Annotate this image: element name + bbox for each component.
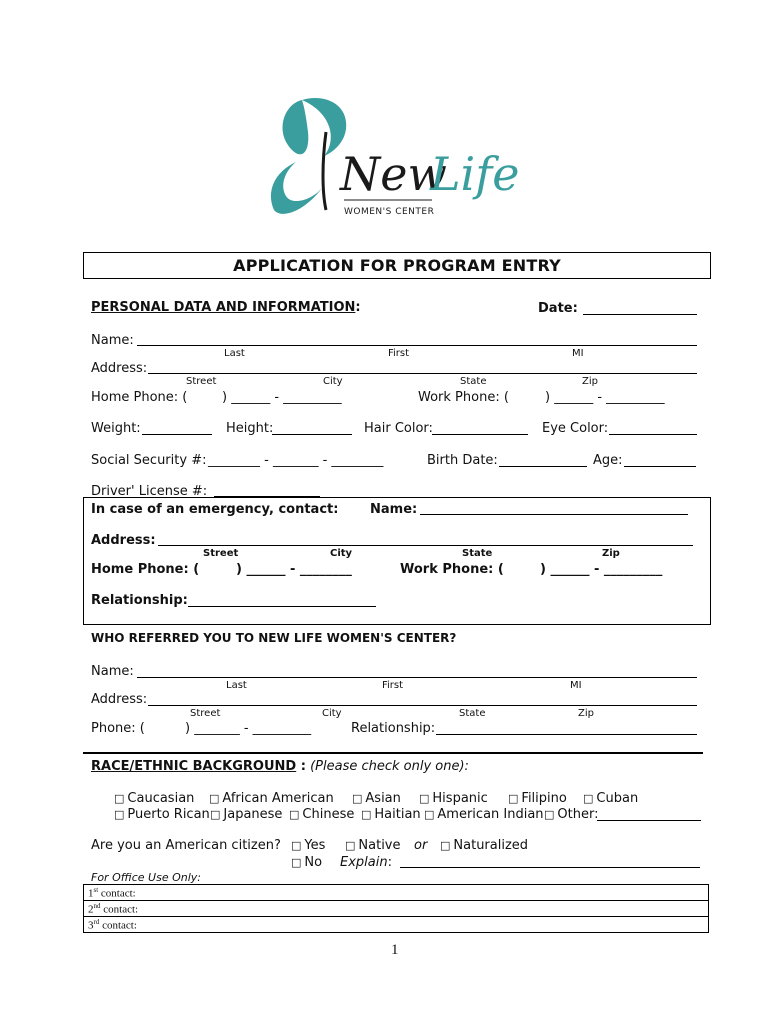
race-option-african-american[interactable]: □ African American bbox=[209, 791, 334, 806]
home-phone-field[interactable]: ) ______ - _________ bbox=[222, 390, 342, 405]
referral-address-label: Address: bbox=[91, 692, 148, 707]
citizen-question: Are you an American citizen? bbox=[91, 838, 281, 853]
citizen-native-option[interactable]: □ Native bbox=[345, 838, 401, 853]
emergency-name-label: Name: bbox=[370, 502, 418, 517]
checkbox-icon: □ bbox=[114, 808, 125, 821]
checkbox-icon: □ bbox=[345, 839, 356, 852]
referral-name-label: Name: bbox=[91, 664, 134, 679]
logo-word-new: New bbox=[340, 147, 447, 201]
emergency-contact-label: In case of an emergency, contact: bbox=[91, 502, 339, 517]
office-use-label: For Office Use Only: bbox=[91, 871, 201, 884]
date-label: Date: bbox=[538, 301, 578, 316]
checkbox-icon: □ bbox=[508, 792, 519, 805]
checkbox-icon: □ bbox=[361, 808, 372, 821]
race-option-cuban[interactable]: □ Cuban bbox=[583, 791, 639, 806]
checkbox-icon: □ bbox=[291, 856, 302, 869]
race-option-puerto-rican[interactable]: □ Puerto Rican bbox=[114, 807, 210, 822]
race-heading: RACE/ETHNIC BACKGROUND bbox=[91, 759, 297, 774]
referral-sub-city: City bbox=[322, 708, 342, 719]
citizen-naturalized-option[interactable]: □ Naturalized bbox=[440, 838, 529, 853]
office-row bbox=[84, 901, 709, 917]
referral-sub-last: Last bbox=[226, 680, 247, 691]
work-phone-label: Work Phone: ( bbox=[418, 390, 509, 405]
hair-color-field[interactable] bbox=[432, 434, 528, 435]
office-contact-2[interactable]: 2nd contact: bbox=[84, 901, 709, 917]
home-phone-label: Home Phone: ( bbox=[91, 390, 188, 405]
address-sub-city: City bbox=[323, 376, 343, 387]
license-label: Driver' License #: bbox=[91, 484, 208, 499]
office-row bbox=[84, 885, 709, 901]
personal-heading-wrap bbox=[91, 300, 361, 315]
form-title: APPLICATION FOR PROGRAM ENTRY bbox=[83, 252, 711, 279]
referral-sub-first: First bbox=[382, 680, 404, 691]
name-field[interactable] bbox=[137, 345, 697, 346]
race-option-hispanic[interactable]: □ Hispanic bbox=[419, 791, 488, 806]
referral-sub-mi: MI bbox=[570, 680, 582, 691]
referral-relationship-label: Relationship: bbox=[351, 721, 436, 736]
race-heading-colon: : bbox=[296, 759, 306, 774]
birth-date-label: Birth Date: bbox=[427, 453, 498, 468]
checkbox-icon: □ bbox=[440, 839, 451, 852]
office-row bbox=[84, 917, 709, 933]
name-sub-first: First bbox=[388, 348, 410, 359]
eye-color-label: Eye Color: bbox=[542, 421, 609, 436]
address-label: Address: bbox=[91, 361, 148, 376]
eye-color-field[interactable] bbox=[609, 434, 697, 435]
emergency-work-phone-field[interactable]: ) ______ - _________ bbox=[540, 562, 663, 577]
emergency-work-phone-label: Work Phone: ( bbox=[400, 562, 504, 577]
race-note: (Please check only one): bbox=[310, 759, 469, 774]
weight-label: Weight: bbox=[91, 421, 141, 436]
referral-heading: WHO REFERRED YOU TO NEW LIFE WOMEN'S CENTER? bbox=[91, 631, 457, 645]
section-divider bbox=[83, 752, 703, 754]
checkbox-icon: □ bbox=[114, 792, 125, 805]
emergency-sub-state: State bbox=[462, 548, 493, 559]
name-label: Name: bbox=[91, 333, 134, 348]
race-heading-wrap bbox=[91, 759, 469, 774]
age-field[interactable] bbox=[624, 466, 696, 467]
emergency-relationship-label: Relationship: bbox=[91, 593, 188, 608]
race-option-chinese[interactable]: □ Chinese bbox=[289, 807, 355, 822]
checkbox-icon: □ bbox=[291, 839, 302, 852]
office-contact-3[interactable]: 3rd contact: bbox=[84, 917, 709, 933]
date-field[interactable] bbox=[583, 314, 697, 315]
office-use-table bbox=[83, 884, 709, 933]
page-number: 1 bbox=[391, 942, 399, 958]
citizen-explain-wrap: Explain: bbox=[340, 855, 392, 870]
name-sub-mi: MI bbox=[572, 348, 584, 359]
address-sub-zip: Zip bbox=[582, 376, 598, 387]
citizen-explain-label: Explain bbox=[340, 855, 388, 870]
office-contact-1[interactable]: 1st contact: bbox=[84, 885, 709, 901]
checkbox-icon: □ bbox=[419, 792, 430, 805]
emergency-name-field[interactable] bbox=[420, 514, 688, 515]
emergency-address-label: Address: bbox=[91, 533, 156, 548]
referral-phone-label: Phone: ( bbox=[91, 721, 145, 736]
checkbox-icon: □ bbox=[352, 792, 363, 805]
race-option-japanese[interactable]: □ Japanese bbox=[210, 807, 283, 822]
personal-heading-colon: : bbox=[355, 300, 361, 315]
citizen-or: or bbox=[414, 838, 428, 853]
checkbox-icon: □ bbox=[210, 808, 221, 821]
checkbox-icon: □ bbox=[289, 808, 300, 821]
address-field[interactable] bbox=[148, 373, 697, 374]
referral-phone-field[interactable]: ) _______ - _________ bbox=[185, 721, 312, 736]
emergency-address-field[interactable] bbox=[158, 545, 693, 546]
race-other-field[interactable] bbox=[597, 820, 701, 821]
height-field[interactable] bbox=[272, 434, 352, 435]
checkbox-icon: □ bbox=[544, 808, 555, 821]
race-option-asian[interactable]: □ Asian bbox=[352, 791, 401, 806]
race-option-other[interactable]: □ Other: bbox=[544, 807, 599, 822]
checkbox-icon: □ bbox=[424, 808, 435, 821]
height-label: Height: bbox=[226, 421, 274, 436]
emergency-sub-city: City bbox=[330, 548, 353, 559]
emergency-sub-zip: Zip bbox=[602, 548, 620, 559]
hair-color-label: Hair Color: bbox=[364, 421, 433, 436]
referral-name-field[interactable] bbox=[137, 677, 697, 678]
referral-relationship-field[interactable] bbox=[436, 734, 697, 735]
birth-date-field[interactable] bbox=[499, 466, 587, 467]
race-option-filipino[interactable]: □ Filipino bbox=[508, 791, 567, 806]
race-option-american-indian[interactable]: □ American Indian bbox=[424, 807, 544, 822]
citizen-yes-option[interactable]: □ Yes bbox=[291, 838, 326, 853]
referral-sub-zip: Zip bbox=[578, 708, 594, 719]
ssn-field[interactable]: ________ - _______ - ________ bbox=[208, 453, 384, 468]
race-option-haitian[interactable]: □ Haitian bbox=[361, 807, 421, 822]
emergency-sub-street: Street bbox=[203, 548, 239, 559]
work-phone-field[interactable]: ) ______ - _________ bbox=[545, 390, 665, 405]
checkbox-icon: □ bbox=[583, 792, 594, 805]
emergency-home-phone-label: Home Phone: ( bbox=[91, 562, 200, 577]
name-sub-last: Last bbox=[224, 348, 245, 359]
emergency-relationship-field[interactable] bbox=[188, 606, 376, 607]
citizen-explain-field[interactable] bbox=[400, 867, 700, 868]
referral-address-field[interactable] bbox=[148, 705, 697, 706]
emergency-home-phone-field[interactable]: ) ______ - ________ bbox=[236, 562, 352, 577]
logo-word-life: Life bbox=[430, 147, 520, 201]
checkbox-icon: □ bbox=[209, 792, 220, 805]
personal-heading: PERSONAL DATA AND INFORMATION bbox=[91, 300, 356, 315]
ssn-label: Social Security #: bbox=[91, 453, 207, 468]
referral-sub-state: State bbox=[459, 708, 486, 719]
race-option-caucasian[interactable]: □ Caucasian bbox=[114, 791, 195, 806]
logo-subtitle: WOMEN'S CENTER bbox=[344, 207, 435, 217]
weight-field[interactable] bbox=[142, 434, 212, 435]
new-life-logo bbox=[262, 92, 532, 227]
address-sub-state: State bbox=[460, 376, 487, 387]
citizen-no-option[interactable]: □ No bbox=[291, 855, 323, 870]
referral-sub-street: Street bbox=[190, 708, 221, 719]
age-label: Age: bbox=[593, 453, 623, 468]
address-sub-street: Street bbox=[186, 376, 217, 387]
